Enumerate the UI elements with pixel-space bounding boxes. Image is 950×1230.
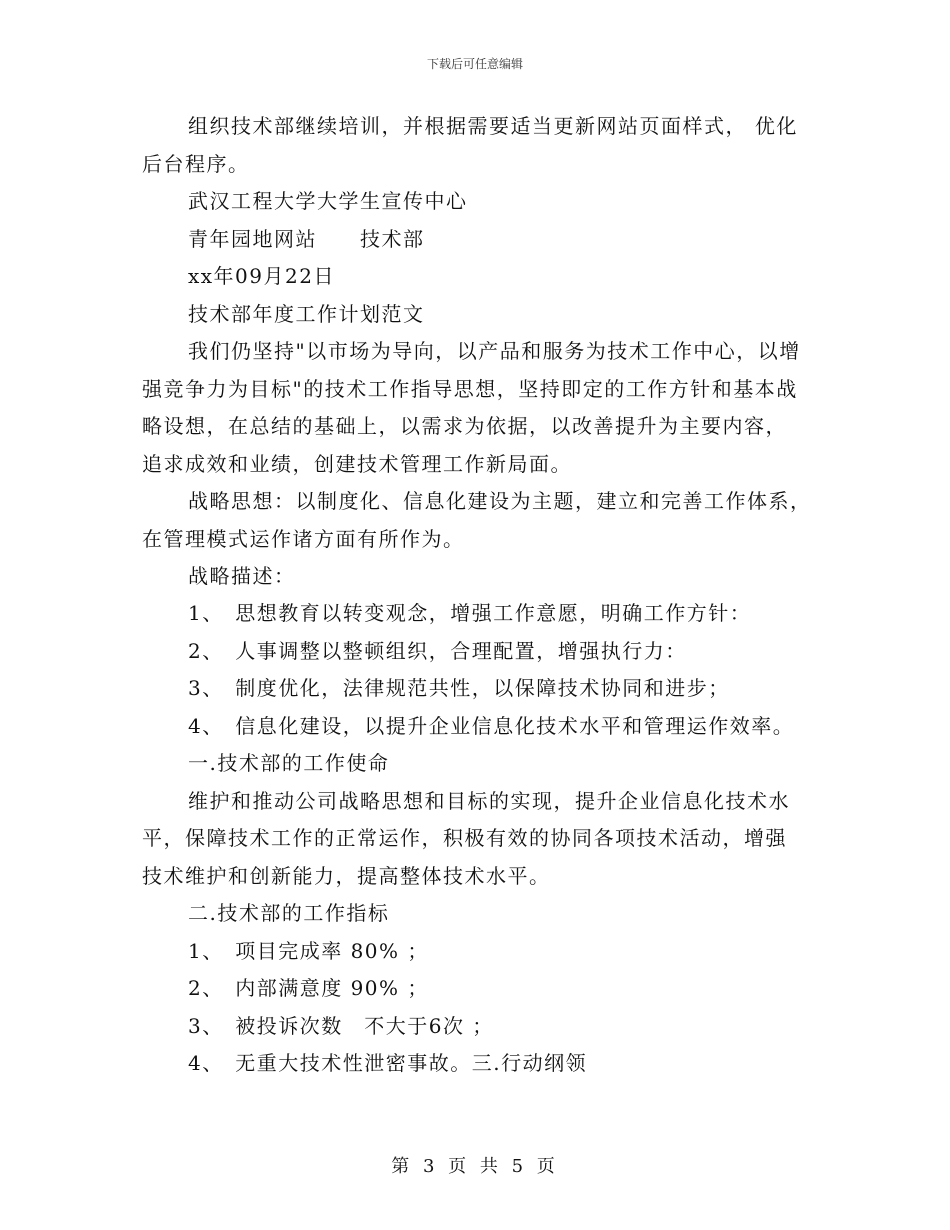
org-name-line: 武汉工程大学大学生宣传中心 [188,189,468,213]
section-heading: 一.技术部的工作使命 [188,751,390,775]
list-item: 1、 思想教育以转变观念，增强工作意愿，明确工作方针： [188,601,752,625]
paragraph-line: 维护和推动公司战略思想和目标的实现，提升企业信息化技术水 [188,789,790,813]
list-item: 4、 信息化建设，以提升企业信息化技术水平和管理运作效率。 [188,714,795,738]
date-line: xx年09月22日 [188,264,335,288]
header-note: 下载后可任意编辑 [426,57,523,71]
section-heading: 二.技术部的工作指标 [188,901,390,925]
section-label: 战略描述： [188,564,296,588]
paragraph-line: 战略思想：以制度化、信息化建设为主题，建立和完善工作体系， [188,489,812,513]
list-item: 1、 项目完成率 80% ； [188,939,429,963]
paragraph-line: 平，保障技术工作的正常运作，积极有效的协同各项技术活动，增强 [142,826,787,850]
paragraph-line: 追求成效和业绩，创建技术管理工作新局面。 [142,452,572,476]
list-item: 4、 无重大技术性泄密事故。三.行动纲领 [188,1051,588,1075]
list-item: 2、 内部满意度 90% ； [188,976,429,1000]
paragraph-line: 后台程序。 [142,152,250,176]
list-item: 2、 人事调整以整顿组织，合理配置，增强执行力： [188,639,687,663]
list-item: 3、 制度优化，法律规范共性，以保障技术协同和进步； [188,676,730,700]
paragraph-line: 在管理模式运作诸方面有所作为。 [142,527,465,551]
paragraph-line: 我们仍坚持"以市场为导向，以产品和服务为技术工作中心，以增 [188,339,801,363]
paragraph-line: 技术维护和创新能力，提高整体技术水平。 [142,864,551,888]
list-item: 3、 被投诉次数 不大于6次 ； [188,1014,494,1038]
paragraph-line: 组织技术部继续培训，并根据需要适当更新网站页面样式， 优化 [188,114,798,138]
document-title: 技术部年度工作计划范文 [188,302,425,326]
org-dept-line: 青年园地网站 技术部 [188,227,425,251]
paragraph-line: 略设想，在总结的基础上，以需求为依据，以改善提升为主要内容， [142,414,787,438]
paragraph-line: 强竞争力为目标"的技术工作指导思想，坚持即定的工作方针和基本战 [142,377,798,401]
page-number-footer: 第 3 页 共 5 页 [391,1156,559,1177]
